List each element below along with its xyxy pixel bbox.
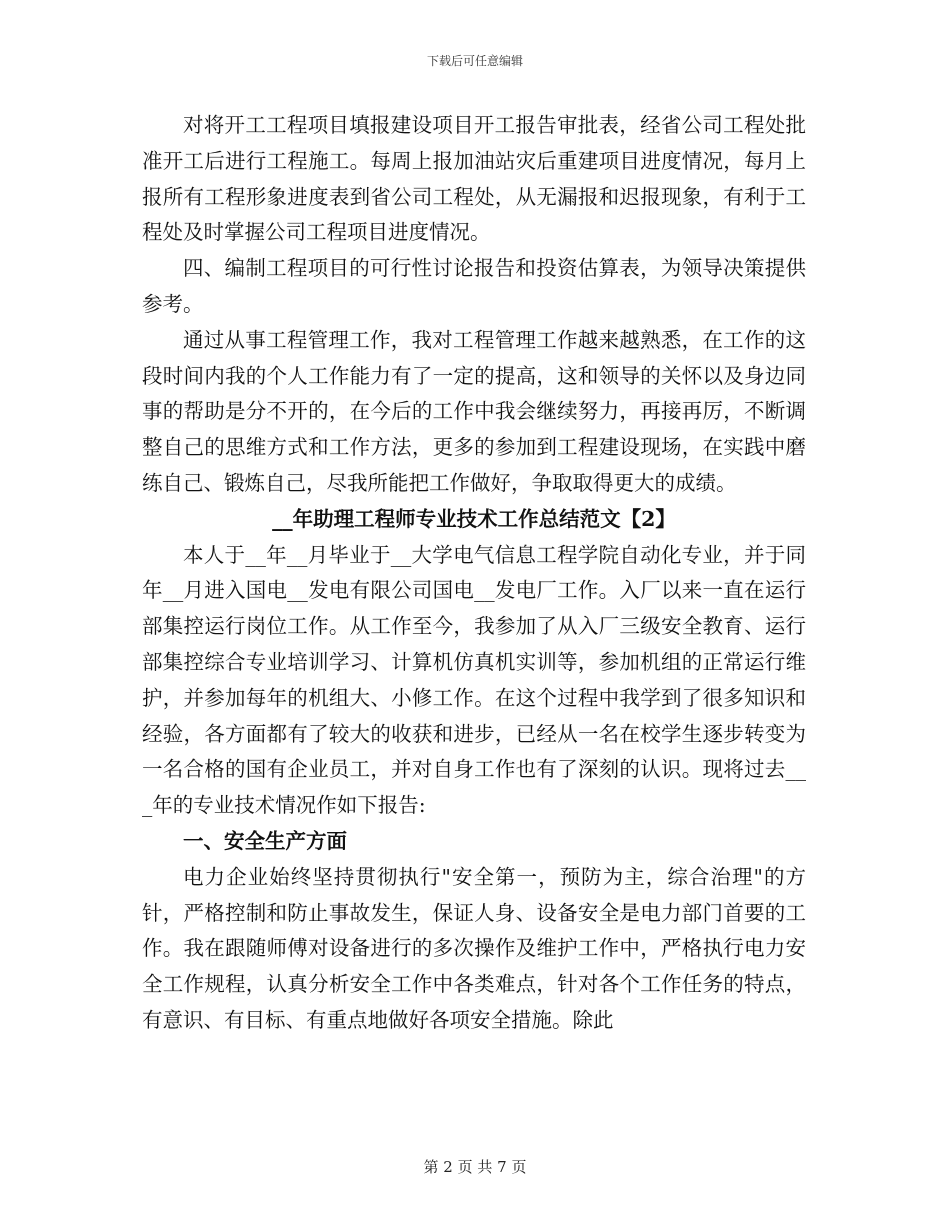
document-body bbox=[142, 108, 806, 1039]
section-heading-safety: 一、安全生产方面 bbox=[183, 828, 347, 853]
paragraph-feasibility-report: 四、编制工程项目的可行性讨论报告和投资估算表，为领导决策提供参考。 bbox=[142, 256, 806, 316]
paragraph-introduction: 本人于__年__月毕业于__大学电气信息工程学院自动化专业，并于同年__月进入国电__发电有限公司国电__发电厂工作。入厂以来一直在运行部集控运行岗位工作。从工作至今，我参加了从入厂三级安全教育、运行部集控综合专业培训学习、计算机仿真机实训等，参加机组的正常运行维护，并参加每年的机组大、小修工作。在这个过程中我学到了很多知识和经验，各方面都有了较大的收获和进步，已经从一名在校学生逐步转变为一名合格的国有企业员工，并对自身工作也有了深刻的认识。现将过去___年的专业技术情况作如下报告: bbox=[142, 542, 806, 818]
page-number: 第 2 页 共 7 页 bbox=[423, 1158, 527, 1176]
paragraph-summary: 通过从事工程管理工作，我对工程管理工作越来越熟悉，在工作的这段时间内我的个人工作能力有了一定的提高，这和领导的关怀以及身边同事的帮助是分不开的，在今后的工作中我会继续努力，再接再厉，不断调整自己的思维方式和工作方法，更多的参加到工程建设现场，在实践中磨练自己、锻炼自己，尽我所能把工作做好，争取取得更大的成绩。 bbox=[142, 327, 806, 495]
paragraph-safety: 电力企业始终坚持贯彻执行"安全第一，预防为主，综合治理"的方针，严格控制和防止事故发生，保证人身、设备安全是电力部门首要的工作。我在跟随师傅对设备进行的多次操作及维护工作中，严格执行电力安全工作规程，认真分析安全工作中各类难点，针对各个工作任务的特点，有意识、有目标、有重点地做好各项安全措施。除此 bbox=[142, 864, 806, 1032]
paragraph-project-reporting: 对将开工工程项目填报建设项目开工报告审批表，经省公司工程处批准开工后进行工程施工。每周上报加油站灾后重建项目进度情况，每月上报所有工程形象进度表到省公司工程处，从无漏报和迟报现象，有利于工程处及时掌握公司工程项目进度情况。 bbox=[142, 113, 806, 245]
section-title: __年助理工程师专业技术工作总结范文【2】 bbox=[272, 506, 676, 531]
page-header: 下载后可任意编辑 bbox=[426, 54, 523, 68]
